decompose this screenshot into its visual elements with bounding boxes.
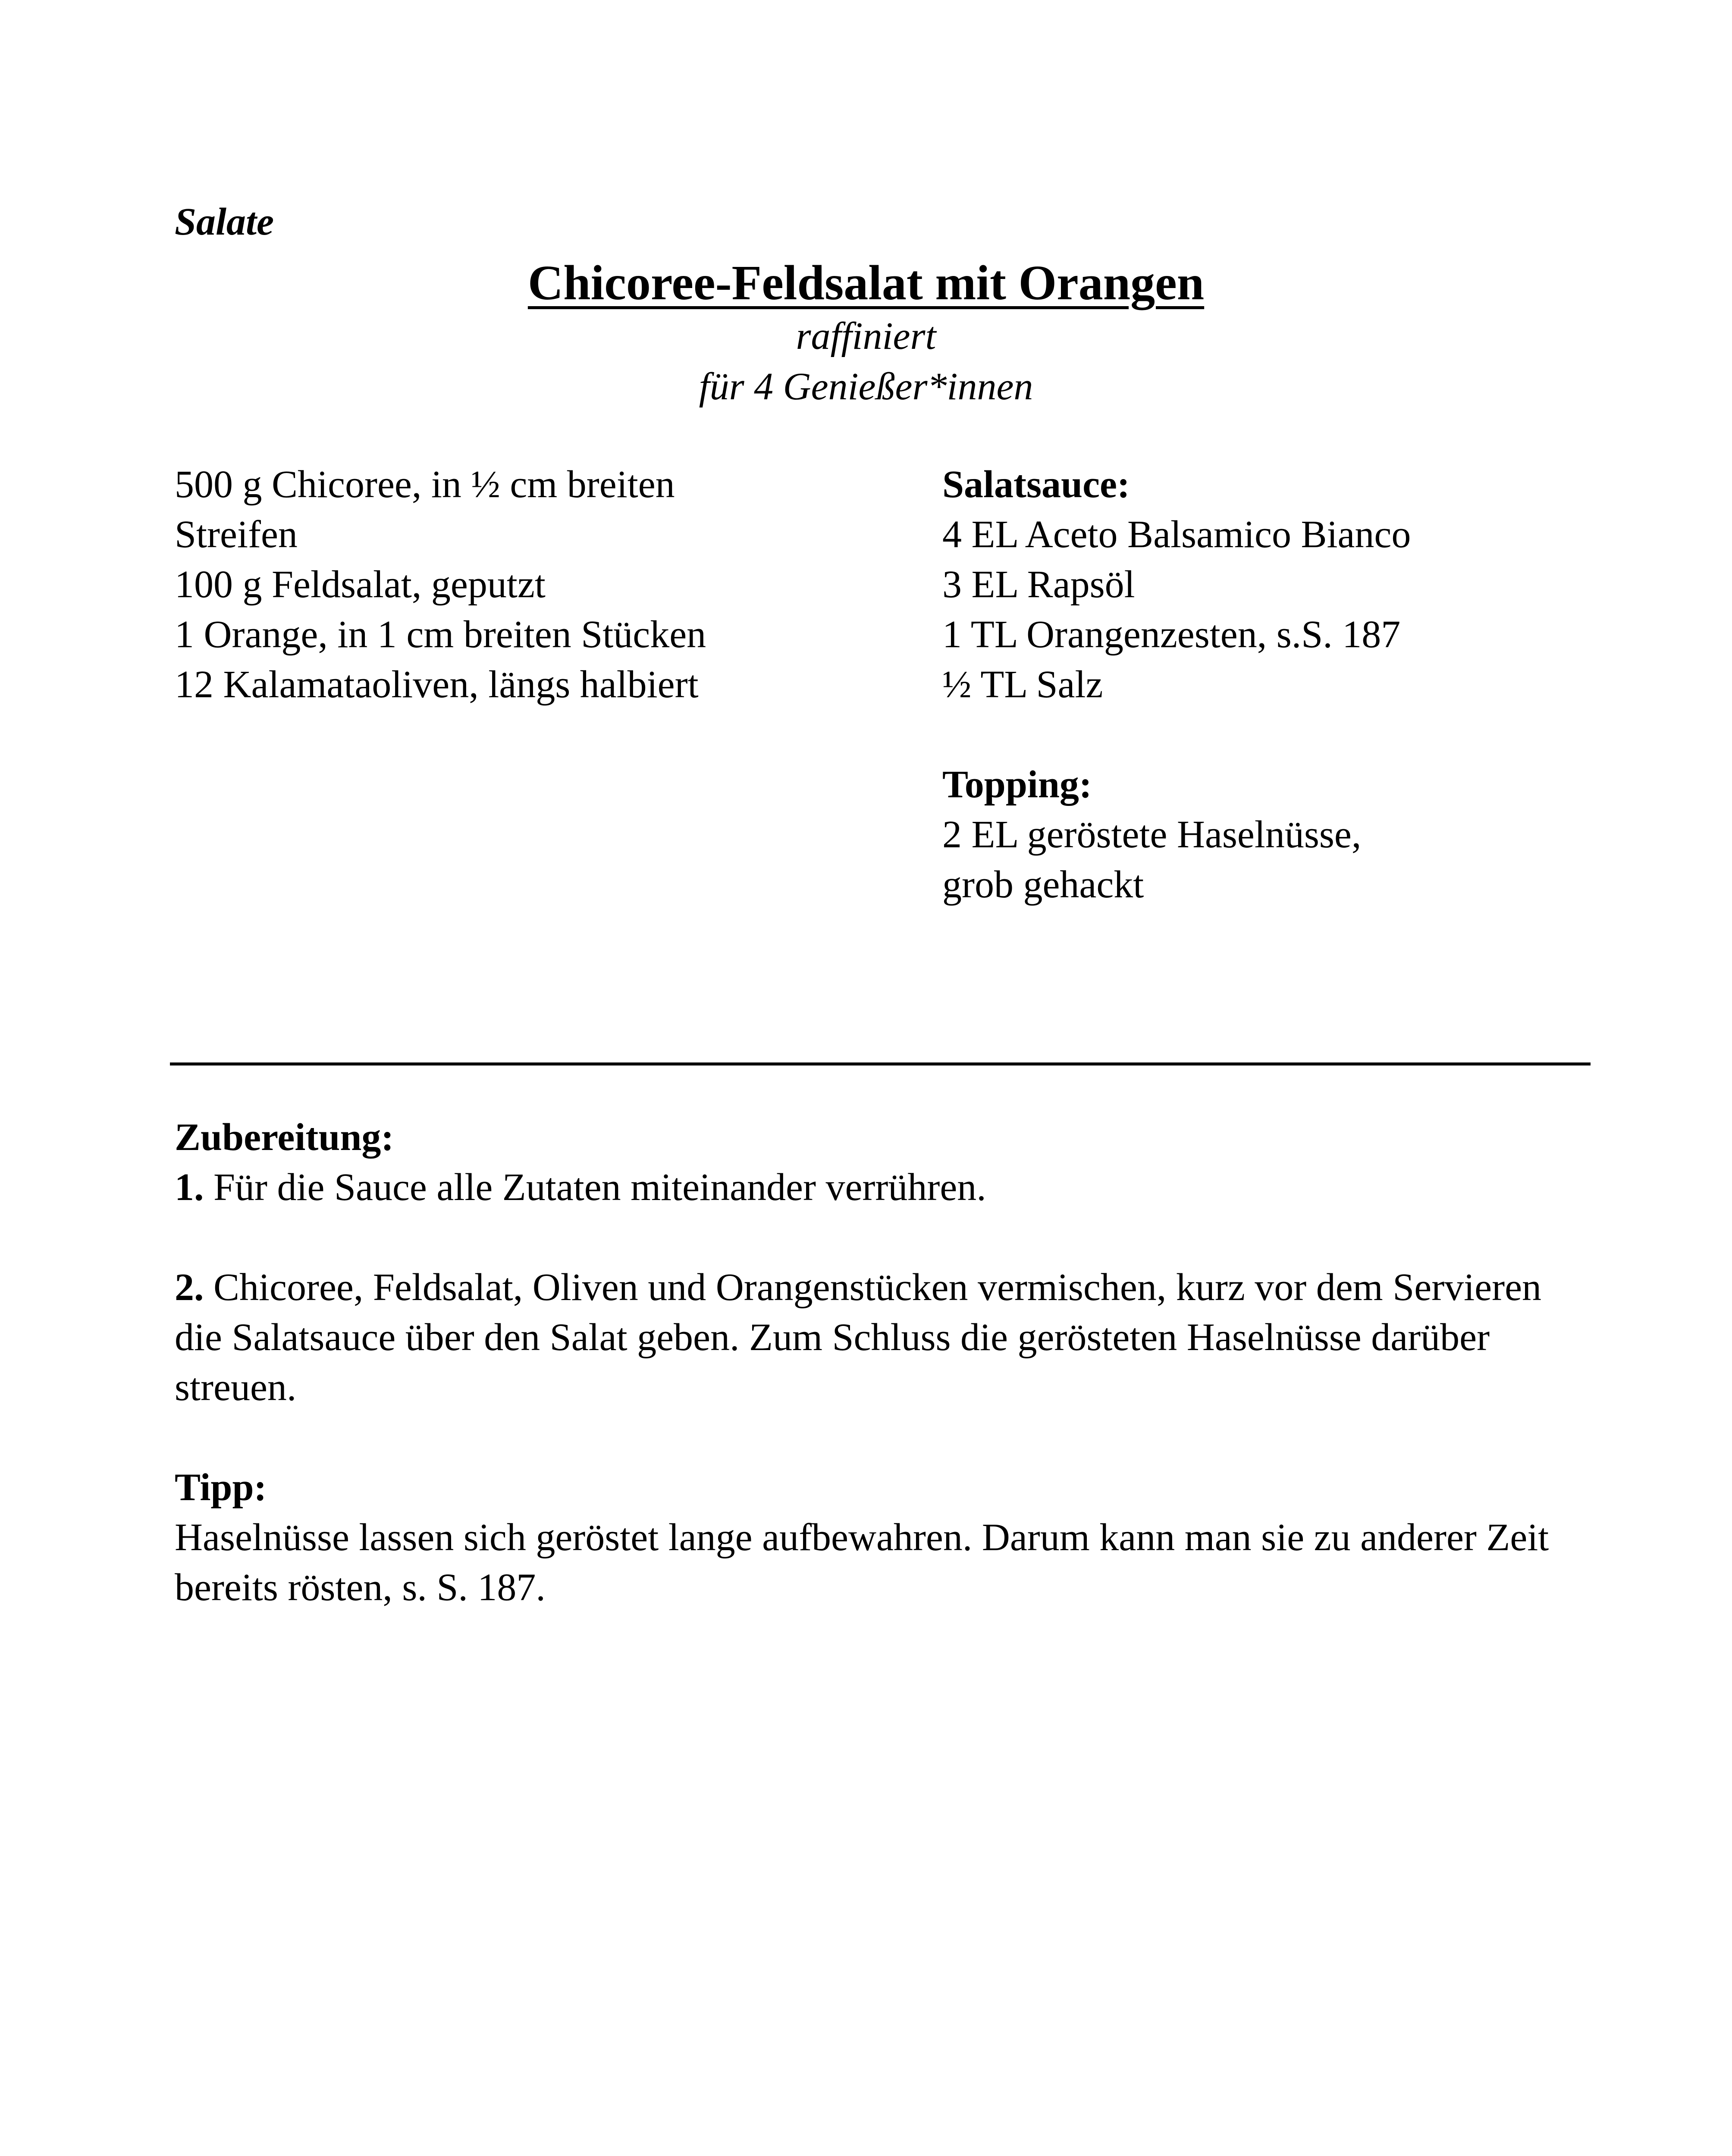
ingredient-item: 1 Orange, in 1 cm breiten Stücken <box>175 613 706 656</box>
preparation-section <box>175 1112 1598 1613</box>
sauce-item: 3 EL Rapsöl <box>942 563 1135 606</box>
recipe-header <box>0 254 1732 412</box>
topping-item: grob gehackt <box>942 863 1144 906</box>
ingredient-item: 100 g Feldsalat, geputzt <box>175 563 546 606</box>
tip-heading: Tipp: <box>175 1466 267 1509</box>
topping-item: 2 EL geröstete Haselnüsse, <box>942 813 1362 856</box>
step-number: 2. <box>175 1266 204 1309</box>
sauce-heading: Salatsauce: <box>942 463 1130 506</box>
preparation-step <box>175 1263 1598 1413</box>
recipe-servings: für 4 Genießer*innen <box>699 365 1033 408</box>
step-text: Für die Sauce alle Zutaten miteinander verrühren. <box>204 1166 986 1209</box>
sauce-and-topping <box>942 460 1632 910</box>
ingredient-item: Streifen <box>175 513 298 556</box>
sauce-item: 1 TL Orangenzesten, s.S. 187 <box>942 613 1401 656</box>
ingredient-item: 12 Kalamataoliven, längs halbiert <box>175 663 699 706</box>
sauce-item: ½ TL Salz <box>942 663 1103 706</box>
recipe-title: Chicoree-Feldsalat mit Orangen <box>527 255 1205 310</box>
tip-text: Haselnüsse lassen sich geröstet lange aufbewahren. Darum kann man sie zu anderer Zeit bereits rösten, s. S. 187. <box>175 1516 1549 1609</box>
step-number: 1. <box>175 1166 204 1209</box>
sauce-item: 4 EL Aceto Balsamico Bianco <box>942 513 1411 556</box>
step-text: Chicoree, Feldsalat, Oliven und Orangenstücken vermischen, kurz vor dem Servieren die Salatsauce über den Salat geben. Zum Schluss die gerösteten Haselnüsse darüber streuen. <box>175 1266 1542 1409</box>
topping-heading: Topping: <box>942 763 1092 806</box>
preparation-heading: Zubereitung: <box>175 1116 394 1159</box>
recipe-subtitle: raffiniert <box>796 315 936 358</box>
ingredients-list <box>175 460 908 710</box>
ingredient-item: 500 g Chicoree, in ½ cm breiten <box>175 463 675 506</box>
section-divider <box>170 1062 1591 1065</box>
preparation-step <box>175 1163 1598 1213</box>
section-label: Salate <box>175 201 274 243</box>
